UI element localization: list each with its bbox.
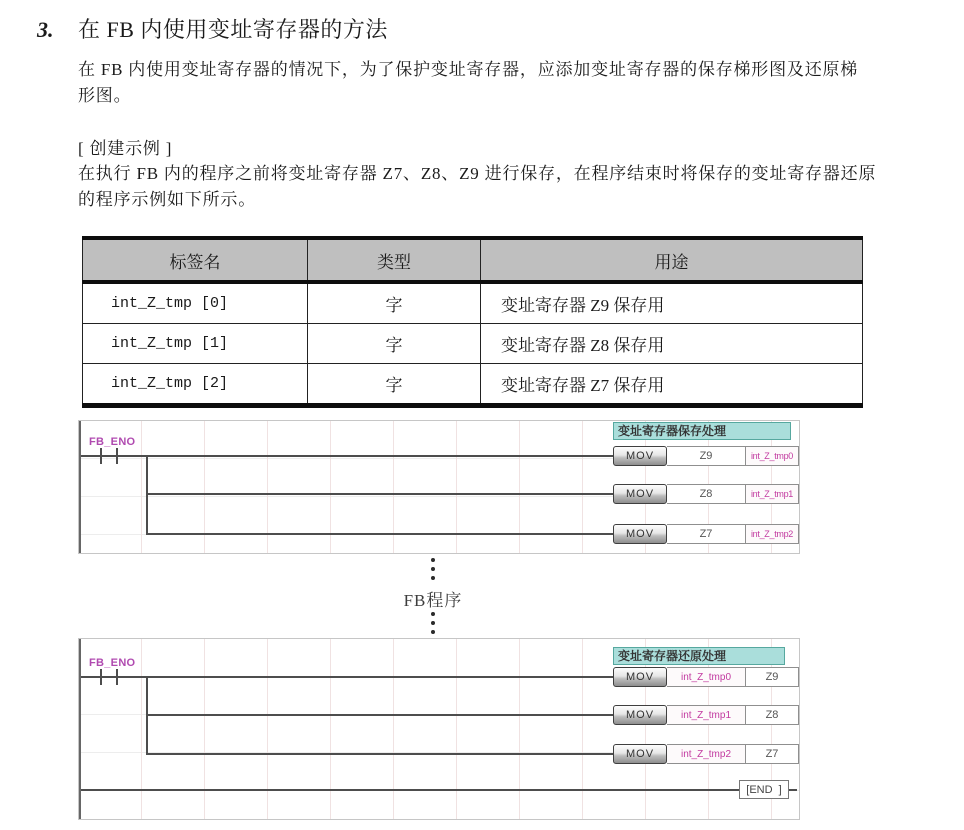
usage-cell: 变址寄存器 Z7 保存用: [481, 364, 863, 406]
mov-instruction: [613, 667, 799, 687]
contact-icon: [100, 448, 102, 464]
dest-operand: Z9: [746, 667, 799, 687]
branch-wire: [146, 455, 148, 535]
end-rung-wire: [81, 789, 739, 791]
column-header-type: 类型: [308, 238, 481, 282]
source-operand: Z9: [667, 446, 746, 466]
left-power-rail: [79, 421, 81, 553]
left-power-rail: [79, 639, 81, 819]
rung-comment: 变址寄存器保存处理: [613, 422, 791, 440]
vertical-ellipsis-dot: [431, 621, 435, 625]
column-header-use: 用途: [481, 238, 863, 282]
rung-wire: [146, 753, 613, 755]
mov-instruction: [613, 446, 799, 466]
table-row: [83, 324, 863, 364]
mov-opcode: MOV: [613, 667, 667, 687]
intro-paragraph: [78, 57, 958, 109]
table-row: [83, 282, 863, 324]
vertical-ellipsis-dot: [431, 567, 435, 571]
dest-operand: Z7: [746, 744, 799, 764]
column-header-label: 标签名: [83, 238, 308, 282]
paragraph-line: 在 FB 内使用变址寄存器的情况下，为了保护变址寄存器，应添加变址寄存器的保存梯形图及还原梯: [78, 60, 859, 79]
mov-opcode: MOV: [613, 744, 667, 764]
paragraph-line: 形图。: [78, 86, 132, 105]
mov-instruction: [613, 744, 799, 764]
rung-wire: [146, 714, 613, 716]
ladder-diagram-restore: [78, 638, 800, 820]
source-operand: Z7: [667, 524, 746, 544]
label-name-cell: int_Z_tmp [2]: [83, 364, 308, 406]
usage-cell: 变址寄存器 Z8 保存用: [481, 324, 863, 364]
contact-label: FB_ENO: [89, 436, 136, 448]
source-operand: int_Z_tmp0: [667, 667, 746, 687]
dest-operand: int_Z_tmp0: [746, 446, 799, 466]
source-operand: int_Z_tmp1: [667, 705, 746, 725]
contact-icon: [116, 448, 118, 464]
label-name-cell: int_Z_tmp [0]: [83, 282, 308, 324]
dest-operand: int_Z_tmp1: [746, 484, 799, 504]
rung-comment: 变址寄存器还原处理: [613, 647, 785, 665]
mov-opcode: MOV: [613, 446, 667, 466]
vertical-ellipsis-dot: [431, 630, 435, 634]
label-name-cell: int_Z_tmp [1]: [83, 324, 308, 364]
rung-wire: [81, 455, 613, 457]
mov-opcode: MOV: [613, 705, 667, 725]
dest-operand: int_Z_tmp2: [746, 524, 799, 544]
mov-instruction: [613, 705, 799, 725]
dest-operand: Z8: [746, 705, 799, 725]
mov-opcode: MOV: [613, 524, 667, 544]
mov-instruction: [613, 524, 799, 544]
fb-program-divider: [397, 553, 469, 634]
rung-wire: [81, 676, 613, 678]
type-cell: 字: [308, 282, 481, 324]
section-heading: [37, 13, 388, 44]
rung-wire: [146, 493, 613, 495]
table-header-row: [83, 238, 863, 282]
table-row: [83, 364, 863, 406]
source-operand: Z8: [667, 484, 746, 504]
type-cell: 字: [308, 324, 481, 364]
mov-instruction: [613, 484, 799, 504]
type-cell: 字: [308, 364, 481, 406]
paragraph-line: 的程序示例如下所示。: [78, 190, 256, 209]
fb-program-label: FB程序: [403, 591, 463, 610]
contact-icon: [100, 669, 102, 685]
source-operand: int_Z_tmp2: [667, 744, 746, 764]
rung-wire: [146, 533, 613, 535]
example-label: [ 创建示例 ]: [78, 139, 173, 158]
usage-cell: 变址寄存器 Z9 保存用: [481, 282, 863, 324]
example-paragraph: [78, 161, 958, 213]
label-spec-table: [82, 236, 863, 408]
vertical-ellipsis-dot: [431, 576, 435, 580]
page-title: 在 FB 内使用变址寄存器的方法: [78, 17, 388, 42]
contact-icon: [116, 669, 118, 685]
vertical-ellipsis-dot: [431, 612, 435, 616]
paragraph-line: 在执行 FB 内的程序之前将变址寄存器 Z7、Z8、Z9 进行保存，在程序结束时将保存的变址寄存器还原: [78, 164, 877, 183]
contact-label: FB_ENO: [89, 657, 136, 669]
end-instruction: [END ]: [739, 780, 789, 799]
vertical-ellipsis-dot: [431, 558, 435, 562]
ladder-diagram-save: [78, 420, 800, 554]
section-number: 3.: [37, 17, 54, 42]
mov-opcode: MOV: [613, 484, 667, 504]
end-rung-wire: [789, 789, 797, 791]
